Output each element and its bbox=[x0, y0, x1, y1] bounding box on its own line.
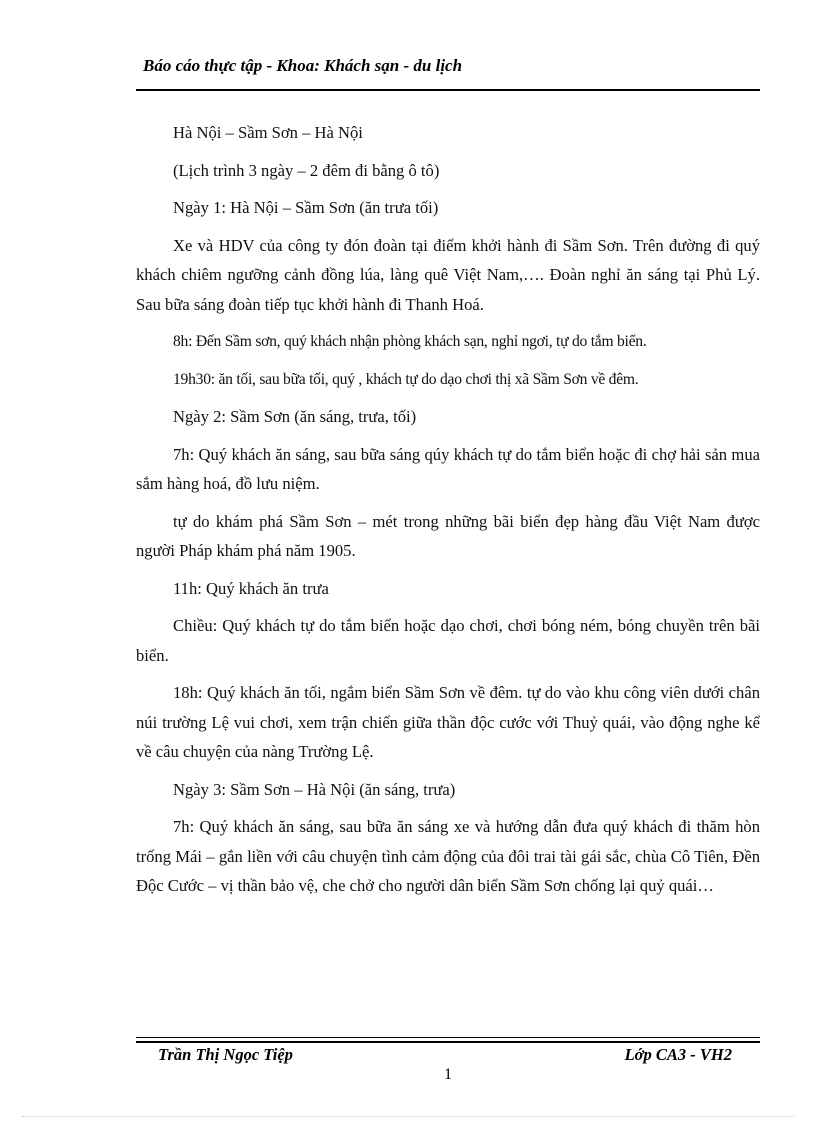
day-2-afternoon: Chiều: Quý khách tự do tắm biển hoặc dạo chơi, chơi bóng ném, bóng chuyền trên bãi biển. bbox=[136, 616, 760, 665]
day-1-8h: 8h: Đến Sầm sơn, quý khách nhận phòng khách sạn, nghỉ ngơi, tự do tắm biển. bbox=[173, 333, 647, 350]
day-2-11h: 11h: Quý khách ăn trưa bbox=[173, 578, 329, 598]
day-1-departure: Xe và HDV của công ty đón đoàn tại điểm khởi hành đi Sầm Sơn. Trên đường đi quý khách chiêm ngưỡng cảnh đồng lúa, làng quê Việt Nam,…. Đoàn nghỉ ăn sáng tại Phủ Lý. Sau bữa sáng đoàn tiếp tục khởi hành đi Thanh Hoá. bbox=[136, 235, 760, 314]
page-number: 1 bbox=[444, 1066, 452, 1083]
day-2-explore: tự do khám phá Sầm Sơn – mét trong những bãi biển đẹp hàng đầu Việt Nam được người Pháp khám phá năm 1905. bbox=[136, 511, 760, 560]
day-2-heading: Ngày 2: Sầm Sơn (ăn sáng, trưa, tối) bbox=[173, 407, 417, 426]
day-1-heading: Ngày 1: Hà Nội – Sầm Sơn (ăn trưa tối) bbox=[173, 198, 439, 217]
day-3-7h: 7h: Quý khách ăn sáng, sau bữa ăn sáng xe và hướng dẫn đưa quý khách đi thăm hòn trống Mái – gắn liền với câu chuyện tình cảm động của đôi trai tài gái sắc, chùa Cô Tiên, Đền Độc Cước – vị thần bảo vệ, che chở cho người dân biển Sầm Sơn chống lại quỷ quái… bbox=[136, 817, 760, 895]
page-edge-dots bbox=[22, 1116, 794, 1117]
footer-class-label: Lớp CA3 - VH2 bbox=[624, 1045, 732, 1064]
day-2-18h: 18h: Quý khách ăn tối, ngắm biển Sầm Sơn về đêm. tự do vào khu công viên dưới chân núi trường Lệ vui chơi, xem trận chiến giữa thần độc cước với Thuỷ quái, vào động nghe kể về câu chuyện của nàng Trường Lệ. bbox=[136, 683, 760, 761]
header-divider bbox=[136, 89, 760, 91]
day-3-heading: Ngày 3: Sầm Sơn – Hà Nội (ăn sáng, trưa) bbox=[173, 779, 456, 799]
footer-divider-thin bbox=[136, 1037, 760, 1038]
day-2-7h: 7h: Quý khách ăn sáng, sau bữa sáng qúy khách tự do tắm biển hoặc đi chợ hải sản mua sắm hàng hoá, đồ lưu niệm. bbox=[136, 444, 760, 493]
header-title: Báo cáo thực tập - Khoa: Khách sạn - du lịch bbox=[143, 56, 463, 75]
footer-author: Trần Thị Ngọc Tiệp bbox=[158, 1045, 293, 1064]
route-title: Hà Nội – Sầm Sơn – Hà Nội bbox=[173, 123, 363, 142]
schedule-note: (Lịch trình 3 ngày – 2 đêm đi bằng ô tô) bbox=[173, 160, 440, 180]
footer-divider-thick bbox=[136, 1041, 760, 1043]
document-body bbox=[136, 118, 760, 909]
day-1-19h30: 19h30: ăn tối, sau bữa tối, quý , khách tự do dạo chơi thị xã Sầm Sơn về đêm. bbox=[173, 370, 639, 388]
